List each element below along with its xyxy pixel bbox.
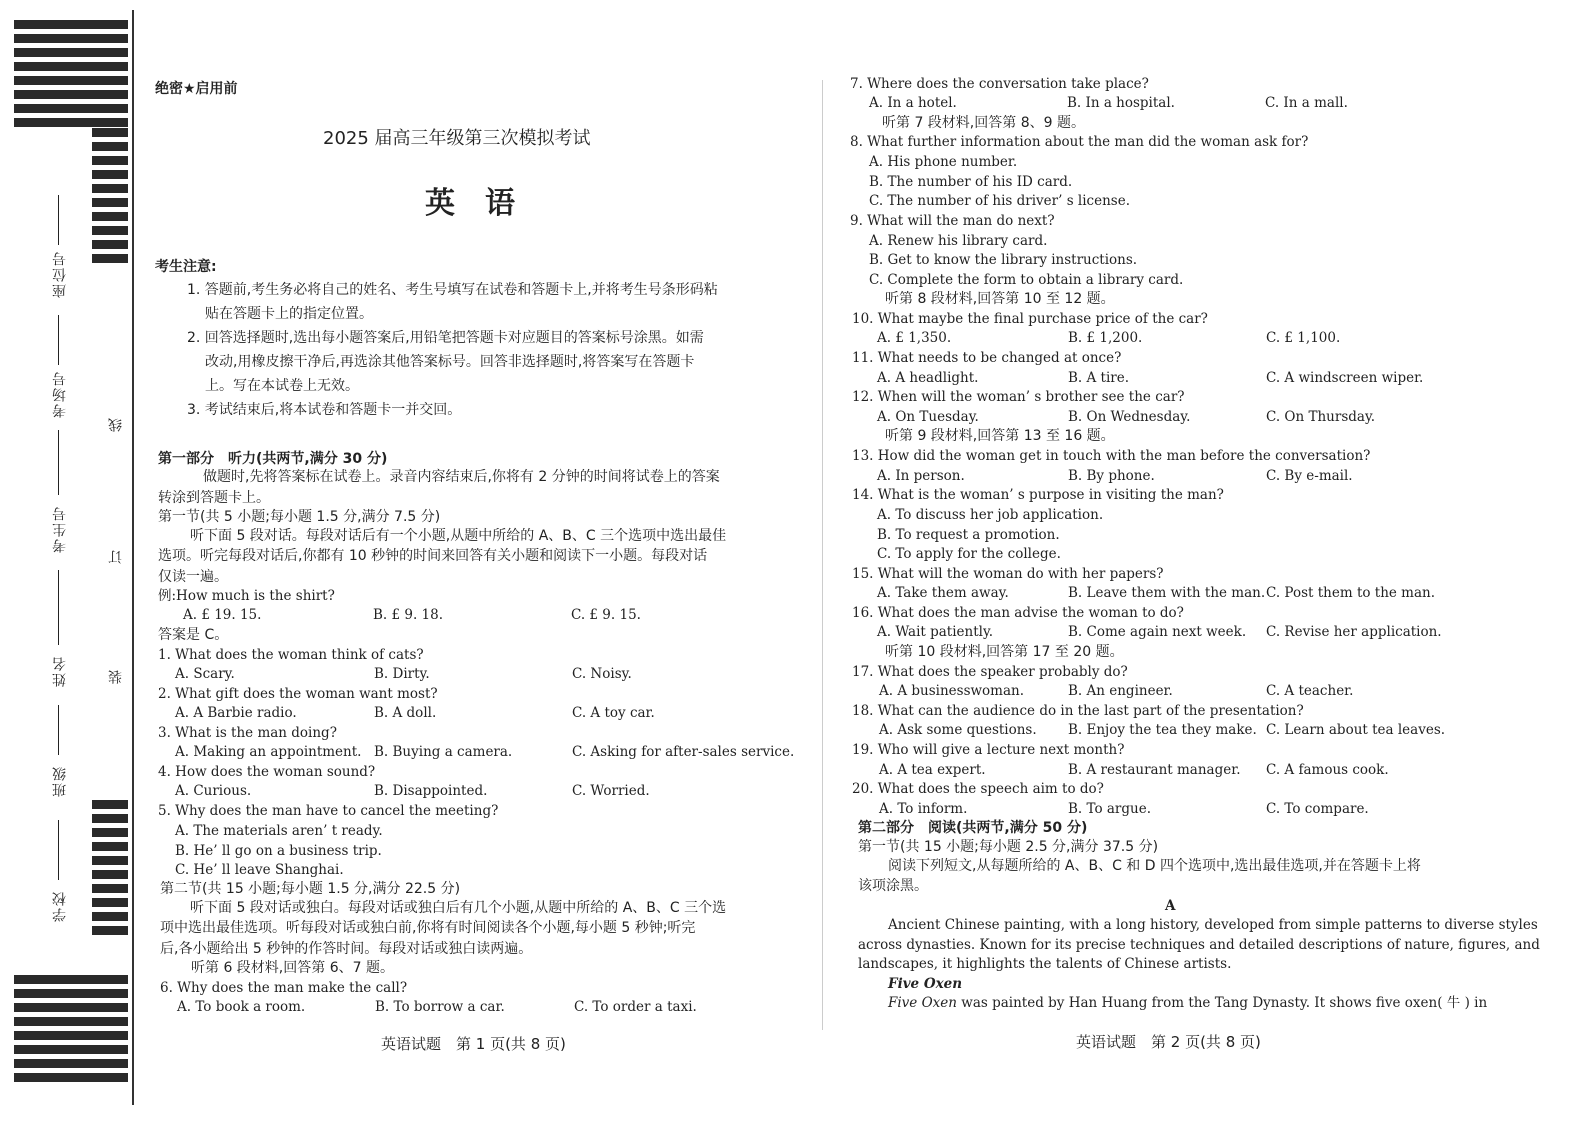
passage-letter: A — [1165, 898, 1176, 914]
notice-line: 改动,用橡皮擦干净后,再选涂其他答案标号。回答非选择题时,将答案写在答题卡 — [205, 354, 695, 370]
material-heading: 听第 8 段材料,回答第 10 至 12 题。 — [885, 291, 1115, 307]
page-footer: 英语试题 第 1 页(共 8 页) — [381, 1035, 566, 1053]
passage-paragraph — [888, 994, 1487, 1012]
passage-subheading: Five Oxen — [888, 976, 963, 992]
option: C. £ 1,100. — [1266, 330, 1341, 346]
option: B. Buying a camera. — [374, 744, 513, 760]
option: C. On Thursday. — [1266, 409, 1376, 425]
seat-number-label: 座位号 — [52, 250, 68, 298]
option: A. Making an appointment. — [175, 744, 362, 760]
page-divider — [822, 80, 823, 1030]
question: 4. How does the woman sound? — [158, 764, 376, 780]
section2-intro: 项中选出最佳选项。听每段对话或独白前,你将有时间阅读各个小题,每小题 5 秒钟;听完 — [160, 920, 696, 936]
option: C. Complete the form to obtain a library card. — [869, 272, 1184, 288]
reading-intro: 该项涂黑。 — [858, 878, 928, 894]
notice-line: 3. 考试结束后,将本试卷和答题卡一并交回。 — [187, 402, 462, 418]
option: C. A famous cook. — [1266, 762, 1389, 778]
notice-heading: 考生注意: — [155, 259, 217, 275]
room-number-label: 考场号 — [52, 370, 68, 418]
option: A. On Tuesday. — [877, 409, 979, 425]
option: C. A toy car. — [572, 705, 655, 721]
option: A. £ 19. 15. — [183, 607, 262, 623]
section1-heading-reading: 第一节(共 15 小题;每小题 2.5 分,满分 37.5 分) — [858, 839, 1159, 855]
notice-line: 上。写在本试卷上无效。 — [205, 378, 359, 394]
option: B. He’ ll go on a business trip. — [175, 843, 382, 859]
subject-title: 英 语 — [425, 186, 515, 221]
option: A. Take them away. — [877, 585, 1009, 601]
part1-intro: 转涂到答题卡上。 — [158, 490, 270, 506]
name-label: 姓名 — [52, 655, 68, 687]
cut-mark-line: 线 — [108, 418, 124, 432]
question: 17. What does the speaker probably do? — [852, 664, 1128, 680]
option: C. A teacher. — [1266, 683, 1354, 699]
passage-line: landscapes, it highlights the talents of Chinese artists. — [858, 956, 1232, 972]
option: A. The materials aren’ t ready. — [175, 823, 383, 839]
binding-strip — [0, 0, 140, 1123]
option: B. A tire. — [1068, 370, 1130, 386]
option: A. To inform. — [879, 801, 968, 817]
option: C. Learn about tea leaves. — [1266, 722, 1446, 738]
painting-title: Five Oxen — [888, 995, 957, 1011]
passage-line: Ancient Chinese painting, with a long history, developed from simple patterns to diverse styles — [888, 917, 1538, 933]
question: 7. Where does the conversation take place? — [850, 76, 1149, 92]
option: A. In person. — [877, 468, 965, 484]
option: B. Dirty. — [374, 666, 430, 682]
cut-mark-pack: 装 — [108, 670, 124, 684]
option: C. Asking for after-sales service. — [572, 744, 795, 760]
option: A. His phone number. — [869, 154, 1018, 170]
section1-intro: 选项。听完每段对话后,你都有 10 秒钟的时间来回答有关小题和阅读下一小题。每段对话 — [158, 548, 708, 564]
notice-line: 2. 回答选择题时,选出每小题答案后,用铅笔把答题卡对应题目的答案标号涂黑。如需 — [187, 330, 704, 346]
option: A. £ 1,350. — [877, 330, 952, 346]
option: C. In a mall. — [1265, 95, 1348, 111]
option: B. £ 9. 18. — [373, 607, 444, 623]
notice-line: 贴在答题卡上的指定位置。 — [205, 306, 373, 322]
question: 18. What can the audience do in the last part of the presentation? — [852, 703, 1304, 719]
option: A. Scary. — [175, 666, 235, 682]
option: C. To order a taxi. — [574, 999, 697, 1015]
option: B. A restaurant manager. — [1068, 762, 1241, 778]
question: 5. Why does the man have to cancel the meeting? — [158, 803, 499, 819]
example-question: 例:How much is the shirt? — [158, 588, 335, 604]
option: B. Disappointed. — [374, 783, 488, 799]
option: A. To discuss her job application. — [877, 507, 1104, 523]
option: C. To apply for the college. — [877, 546, 1061, 562]
secret-mark: 绝密★启用前 — [155, 81, 238, 97]
option: B. The number of his ID card. — [869, 174, 1073, 190]
question: 19. Who will give a lecture next month? — [852, 742, 1125, 758]
question: 2. What gift does the woman want most? — [158, 686, 438, 702]
option: A. Ask some questions. — [879, 722, 1037, 738]
material-heading: 听第 10 段材料,回答第 17 至 20 题。 — [885, 644, 1124, 660]
example-answer: 答案是 C。 — [158, 627, 229, 643]
passage-line: across dynasties. Known for its precise techniques and detailed descriptions of nature, figures, and — [858, 937, 1540, 953]
option: C. Worried. — [572, 783, 650, 799]
option: C. By e-mail. — [1266, 468, 1353, 484]
barcode-stripes-mid2 — [92, 800, 128, 950]
barcode-stripes-bottom — [14, 975, 128, 1087]
page-footer: 英语试题 第 2 页(共 8 页) — [1076, 1033, 1261, 1051]
paragraph-text: was painted by Han Huang from the Tang Dynasty. It shows five oxen( 牛 ) in — [956, 995, 1488, 1011]
barcode-stripes-top — [14, 20, 128, 132]
option: C. He’ ll leave Shanghai. — [175, 862, 344, 878]
section1-intro: 听下面 5 段对话。每段对话后有一个小题,从题中所给的 A、B、C 三个选项中选出最佳 — [190, 528, 727, 544]
option: C. Noisy. — [572, 666, 632, 682]
option: C. A windscreen wiper. — [1266, 370, 1424, 386]
option: A. Wait patiently. — [877, 624, 994, 640]
material-heading: 听第 6 段材料,回答第 6、7 题。 — [191, 960, 394, 976]
class-label: 班级 — [52, 765, 68, 797]
option: A. To book a room. — [177, 999, 306, 1015]
question: 15. What will the woman do with her papers? — [852, 566, 1164, 582]
question: 9. What will the man do next? — [850, 213, 1055, 229]
option: C. £ 9. 15. — [571, 607, 641, 623]
option: B. To borrow a car. — [375, 999, 505, 1015]
question: 8. What further information about the man did the woman ask for? — [850, 134, 1309, 150]
option: C. The number of his driver’ s license. — [869, 193, 1130, 209]
option: B. £ 1,200. — [1068, 330, 1143, 346]
section2-heading: 第二节(共 15 小题;每小题 1.5 分,满分 22.5 分) — [160, 881, 461, 897]
section2-intro: 听下面 5 段对话或独白。每段对话或独白后有几个小题,从题中所给的 A、B、C 三个选 — [190, 900, 727, 916]
material-heading: 听第 7 段材料,回答第 8、9 题。 — [882, 115, 1085, 131]
option: C. To compare. — [1266, 801, 1369, 817]
question: 14. What is the woman’ s purpose in visiting the man? — [852, 487, 1224, 503]
reading-intro: 阅读下列短文,从每题所给的 A、B、C 和 D 四个选项中,选出最佳选项,并在答题卡上将 — [888, 858, 1421, 874]
cut-mark-bind: 订 — [108, 550, 124, 564]
section2-intro: 后,各小题给出 5 秒钟的作答时间。每段对话或独白读两遍。 — [160, 941, 533, 957]
option: B. Get to know the library instructions. — [869, 252, 1138, 268]
exam-title: 2025 届高三年级第三次模拟考试 — [323, 128, 591, 149]
part1-heading: 第一部分 听力(共两节,满分 30 分) — [158, 451, 388, 467]
option: A. A tea expert. — [879, 762, 986, 778]
option: A. A Barbie radio. — [175, 705, 297, 721]
question: 3. What is the man doing? — [158, 725, 337, 741]
option: A. In a hotel. — [869, 95, 957, 111]
binding-line — [132, 10, 134, 1105]
option: A. A headlight. — [877, 370, 979, 386]
option: C. Revise her application. — [1266, 624, 1442, 640]
question: 10. What maybe the final purchase price of the car? — [852, 311, 1208, 327]
option: B. On Wednesday. — [1068, 409, 1191, 425]
barcode-stripes-mid — [92, 128, 128, 283]
question: 6. Why does the man make the call? — [160, 980, 408, 996]
part2-heading: 第二部分 阅读(共两节,满分 50 分) — [858, 820, 1088, 836]
question: 12. When will the woman’ s brother see the car? — [852, 389, 1185, 405]
option: A. A businesswoman. — [879, 683, 1025, 699]
option: A. Curious. — [175, 783, 252, 799]
option: A. Renew his library card. — [869, 233, 1048, 249]
notice-line: 1. 答题前,考生务必将自己的姓名、考生号填写在试卷和答题卡上,并将考生号条形码粘 — [187, 282, 718, 298]
option: C. Post them to the man. — [1266, 585, 1436, 601]
candidate-number-label: 考生号 — [52, 505, 68, 553]
material-heading: 听第 9 段材料,回答第 13 至 16 题。 — [885, 428, 1115, 444]
option: B. In a hospital. — [1067, 95, 1175, 111]
option: B. A doll. — [374, 705, 437, 721]
section1-intro: 仅读一遍。 — [158, 569, 228, 585]
option: B. An engineer. — [1068, 683, 1173, 699]
option: B. To request a promotion. — [877, 527, 1060, 543]
option: B. Leave them with the man. — [1068, 585, 1266, 601]
question: 20. What does the speech aim to do? — [852, 781, 1104, 797]
question: 11. What needs to be changed at once? — [852, 350, 1122, 366]
option: B. Enjoy the tea they make. — [1068, 722, 1257, 738]
part1-intro: 做题时,先将答案标在试卷上。录音内容结束后,你将有 2 分钟的时间将试卷上的答案 — [203, 469, 720, 485]
option: B. Come again next week. — [1068, 624, 1247, 640]
question: 13. How did the woman get in touch with the man before the conversation? — [852, 448, 1371, 464]
question: 1. What does the woman think of cats? — [158, 647, 424, 663]
question: 16. What does the man advise the woman to do? — [852, 605, 1184, 621]
section1-heading: 第一节(共 5 小题;每小题 1.5 分,满分 7.5 分) — [158, 509, 441, 525]
option: B. By phone. — [1068, 468, 1155, 484]
school-label: 学校 — [52, 890, 68, 922]
option: B. To argue. — [1068, 801, 1151, 817]
